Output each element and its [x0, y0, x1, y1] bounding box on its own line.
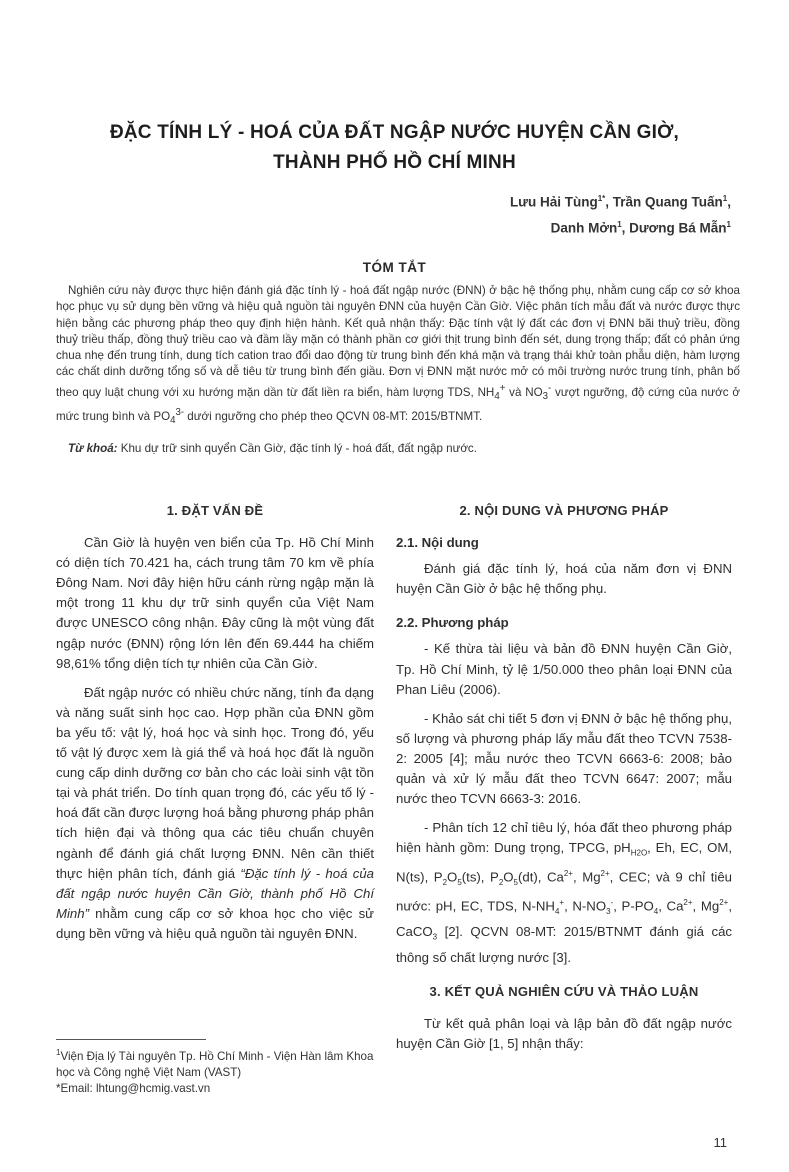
paper-title-line1: ĐẶC TÍNH LÝ - HOÁ CỦA ĐẤT NGẬP NƯỚC HUYỆN CẦN GIỜ,	[109, 122, 680, 143]
abstract-body	[56, 283, 740, 430]
paragraph-text: , CEC; và 9 chỉ tiêu nước: pH, EC, TDS, N-NH	[396, 869, 732, 914]
formula-subscript: 4	[653, 907, 659, 917]
paragraph	[56, 683, 374, 944]
section-heading-1: 1. ĐẶT VẤN ĐỀ	[166, 503, 264, 518]
author-affiliation-mark: 1*	[597, 194, 606, 203]
paragraph: Từ kết quả phân loại và lập bản đồ đất ngập nước huyện Cần Giờ [1, 5] nhận thấy:	[396, 1016, 732, 1052]
footnote-affiliation-text: Viện Địa lý Tài nguyên Tp. Hồ Chí Minh - Viện Hàn lâm Khoa học và Công nghệ Việt Nam (VAST)	[56, 1049, 374, 1079]
keywords-text: Khu dự trữ sinh quyển Cần Giờ, đặc tính lý - hoá đất, đất ngập nước.	[117, 442, 477, 455]
formula-subscript: 4	[170, 415, 176, 427]
formula-superscript: 2+	[719, 898, 729, 908]
author-affiliation-mark: 1	[722, 194, 728, 203]
paragraph-text: , Mg	[572, 869, 601, 885]
footnote-email: *Email: lhtung@hcmig.vast.vn	[56, 1081, 211, 1095]
paper-title-line2: THÀNH PHỐ HỒ CHÍ MINH	[273, 152, 516, 173]
paragraph: - Khảo sát chi tiết 5 đơn vị ĐNN ở bậc hệ thống phụ, số lượng và phương pháp lấy mẫu đất theo TCVN 7538-2: 2005 [4]; mẫu nước theo TCVN 6663-6: 2008; bảo quản và xử lý mẫu đất theo TCVN 6647: 2007; mẫu nước theo TCVN 6663-3: 2016.	[396, 710, 732, 807]
paragraph: Đánh giá đặc tính lý, hoá của năm đơn vị ĐNN huyện Cần Giờ ở bậc hệ thống phụ.	[396, 561, 732, 597]
abstract-text: Nghiên cứu này được thực hiện đánh giá đặc tính lý - hoá đất ngập nước (ĐNN) ở bậc hệ thống phụ, nhằm cung cấp cơ sở khoa học phục vụ sử dụng bền vững và hiệu quả nguồn tài nguyên ĐNN của huyện Cần Giờ. Việc phân tích mẫu đất và nước được thực hiện bằng các phương pháp theo quy định hiện hành. Kết quả nhận thấy: Đặc tính vật lý đất các đơn vị ĐNN bãi thuỷ triều, đồng thuỷ triều thấp, đồng thuỷ triều cao và đầm lầy mặn có thành phần cơ giới thịt trung bình đến sét, dung trọng thấp; đất có phản ứng chua nhẹ đến trung tính, dung tích cation trao đổi dao động từ trung bình đến khá mặn và trạng thái khử toàn phẫu diện, hàm lượng các chất dinh dưỡng tổng số và dễ tiêu từ trung bình đến giầu. Đơn vị ĐNN mặt nước mở có môi trường nước trung tính, phân bố theo quy luật chung với xu hướng mặn dần từ đất liền ra biển, hàm lượng TDS, NH	[56, 284, 740, 399]
page-number: 11	[713, 1135, 727, 1150]
author-affiliation-mark: 1	[617, 219, 622, 229]
abstract-text: và NO	[505, 385, 543, 399]
keywords	[56, 441, 740, 457]
abstract-text: dưới ngưỡng cho phép theo QCVN 08-MT: 2015/BTNMT.	[184, 410, 483, 424]
formula-superscript: 2+	[683, 898, 693, 908]
paragraph: Cần Giờ là huyện ven biển của Tp. Hồ Chí Minh có diện tích 70.421 ha, cách trung tâm 70 km về phía Đông Nam. Nơi đây hiện hữu cánh rừng ngập mặn là một trong 11 khu dự trữ sinh quyển của Việt Nam được UNESCO công nhận. Đây cũng là một vùng đất ngập nước (ĐNN) rộng lớn lên đến 69.444 ha chiếm 98,61% tổng diện tích tự nhiên của Cần Giờ.	[56, 535, 374, 671]
formula-subscript: 4	[494, 390, 500, 402]
paragraph: - Kế thừa tài liệu và bản đồ ĐNN huyện Cần Giờ, Tp. Hồ Chí Minh, tỷ lệ 1/50.000 theo phân loại ĐNN của Phan Liêu (2006).	[396, 641, 732, 697]
formula-superscript: -	[610, 898, 614, 908]
formula-subscript: H2O	[630, 848, 648, 858]
subsection-heading-2-2: 2.2. Phương pháp	[396, 615, 509, 631]
paragraph-text: O	[503, 869, 514, 885]
author-name: , Trần Quang Tuấn	[605, 194, 723, 210]
formula-subscript: 2	[498, 878, 504, 888]
paper-title	[60, 118, 729, 178]
author-line-2	[331, 214, 731, 240]
author-line-1	[331, 188, 731, 214]
paragraph-text: (dt), Ca	[518, 869, 564, 885]
left-column	[56, 495, 374, 953]
section-heading-2: 2. NỘI DUNG VÀ PHƯƠNG PHÁP	[459, 503, 669, 518]
paragraph-text: (ts), P	[461, 869, 499, 885]
formula-superscript: -	[548, 382, 552, 394]
paragraph-text: , Ca	[658, 898, 684, 914]
footnote	[56, 1045, 374, 1097]
paragraph-text: Đất ngập nước có nhiều chức năng, tính đa dạng và năng suất sinh học cao. Hợp phần của ĐNN gồm ba yếu tố: vật lý, hoá học và sinh học. Trong đó, yếu tố vật lý được xem là giá thể và hoá học đất là nguồn cung cấp dinh dưỡng cơ bản cho các loài sinh vật tồn tại và phát triển. Do tính quan trọng đó, các yếu tố lý - hoá đất cần được lượng hoá bằng phương pháp phân tích hiện đại và thông qua các tiêu chuẩn chuyên ngành để đánh giá chất lượng ĐNN. Nên cần thiết thực hiện phân tích, đánh giá	[56, 684, 374, 881]
section-heading-3: 3. KẾT QUẢ NGHIÊN CỨU VÀ THẢO LUẬN	[429, 984, 699, 1000]
footnote-affiliation	[56, 1045, 374, 1081]
paragraph	[396, 818, 732, 968]
paragraph-text: , CaCO	[396, 898, 732, 940]
formula-superscript: +	[499, 382, 506, 394]
author-list	[331, 188, 731, 239]
paragraph-text: , Eh, EC, OM, N(ts), P	[396, 840, 732, 885]
formula-superscript: 2+	[563, 869, 573, 879]
paragraph-text: - Phân tích 12 chỉ tiêu lý, hóa đất theo phương pháp hiện hành gồm: Dung trọng, TPCG, pH	[396, 820, 732, 856]
author-name: Lưu Hải Tùng	[509, 194, 598, 210]
footnote-divider	[56, 1039, 206, 1040]
formula-subscript: 3	[606, 907, 611, 917]
footnote-mark: 1	[56, 1048, 61, 1057]
keywords-label: Từ khoá:	[68, 442, 118, 455]
right-column	[396, 495, 732, 1063]
formula-superscript: +	[559, 898, 565, 908]
author-name: Danh Mởn	[550, 220, 618, 235]
formula-subscript: 2	[442, 878, 448, 888]
paragraph-italic-title: “Đặc tính lý - hoá của đất ngập nước huyện Cần Giờ, thành phố Hồ Chí Minh”	[56, 865, 374, 921]
abstract-heading: TÓM TẮT	[362, 260, 427, 275]
formula-subscript: 5	[457, 878, 462, 888]
formula-subscript: 5	[513, 878, 518, 888]
author-affiliation-mark: 1	[726, 219, 731, 229]
abstract-text: vượt ngưỡng, độ cứng của nước ở mức trung bình và PO	[56, 385, 741, 424]
paragraph-text: [2]. QCVN 08-MT: 2015/BTNMT đánh giá các thông số chất lượng nước [3].	[396, 924, 732, 966]
formula-subscript: 4	[554, 907, 560, 917]
formula-superscript: 2+	[600, 869, 610, 879]
paragraph-text: , P-PO	[613, 898, 654, 914]
author-name: , Dương Bá Mẫn	[621, 220, 727, 235]
formula-subscript: 3	[432, 932, 438, 942]
paragraph-text: , Mg	[692, 898, 720, 914]
formula-subscript: 3	[542, 390, 548, 402]
formula-superscript: 3-	[175, 407, 185, 419]
paragraph-text: O	[447, 869, 458, 885]
paragraph-text: , N-NO	[564, 898, 607, 914]
author-separator: ,	[727, 194, 731, 210]
subsection-heading-2-1: 2.1. Nội dung	[396, 535, 479, 551]
paragraph-text: nhằm cung cấp cơ sở khoa học cho việc sử dụng bền vững và hiệu quả nguồn tài nguyên ĐNN.	[56, 905, 374, 941]
